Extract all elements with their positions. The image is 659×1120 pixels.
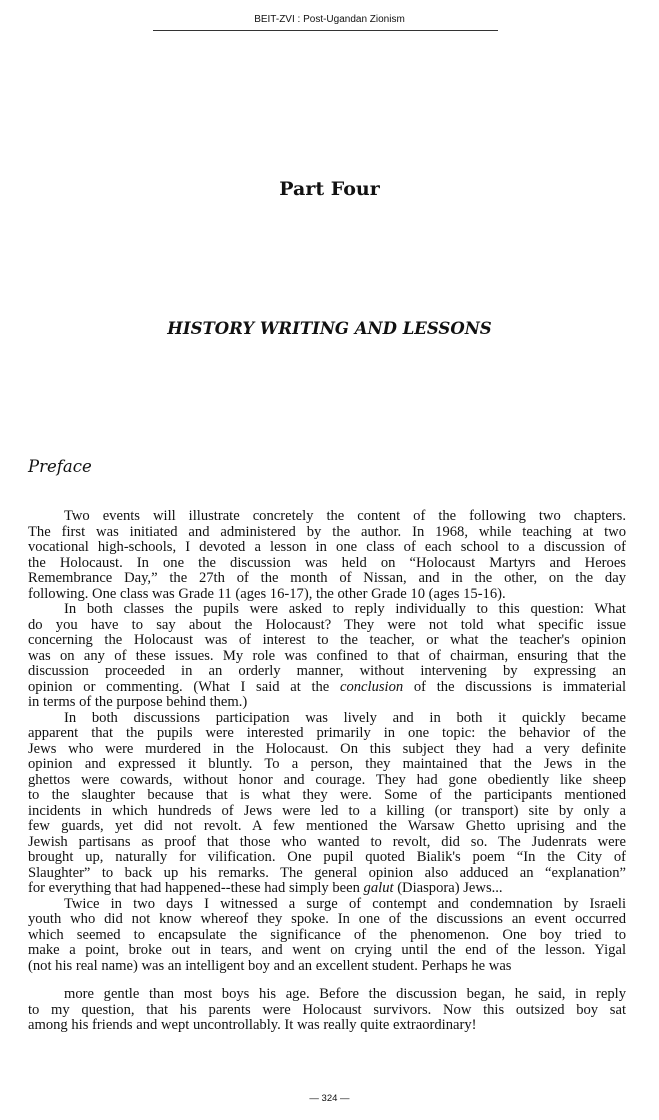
text-line: following. One class was Grade 11 (ages 16-17), the other Grade 10 (ages 15-16).	[28, 585, 506, 602]
running-header: BEIT-ZVI : Post-Ugandan Zionism	[254, 14, 405, 25]
text-line: Slaughter” to back up his remarks. The general opinion also adduced an “explanation”	[28, 864, 626, 881]
text-line: which seemed to encapsulate the significance of the phenomenon. One boy tried to	[28, 926, 626, 943]
text-line: Two events will illustrate concretely the content of the following two chapters.	[64, 508, 626, 524]
text-line: do you have to say about the Holocaust? They were not told what specific issue	[28, 616, 626, 633]
text-line: In both classes the pupils were asked to reply individually to this question: What	[64, 601, 626, 618]
text-line	[28, 881, 626, 897]
text-line: Jewish partisans as proof that those who wanted to revolt, did so. The Judenrats were	[28, 833, 626, 850]
text-line: Twice in two days I witnessed a surge of contempt and condemnation by Israeli	[64, 895, 626, 912]
text-line: Jews who were murdered in the Holocaust. On this subject they had a very definite	[28, 740, 626, 757]
text-segment: (Diaspora) Jews...	[393, 880, 503, 897]
text-line: to my question, that his parents were Holocaust survivors. Now this outsized boy sat	[28, 1001, 626, 1018]
text-line: In both discussions participation was lively and in both it quickly became	[64, 709, 626, 726]
text-line: make a point, broke out in tears, and went on crying until the end of the lesson. Yigal	[28, 942, 626, 959]
page-number: — 324 —	[309, 1093, 350, 1104]
text-line: incidents in which hundreds of Jews were led to a killing (or transport) site by only a	[28, 802, 626, 819]
text-line: was on any of these issues. My role was confined to that of chairman, ensuring that the	[28, 647, 626, 664]
text-line: in terms of the purpose behind them.)	[28, 694, 248, 711]
text-segment: for everything that had happened--these had simply been	[28, 880, 364, 897]
text-line: Remembrance Day,” the 27th of the month of Nissan, and in the other, on the day	[28, 570, 626, 587]
preface-heading: Preface	[28, 457, 92, 476]
text-line: youth who did not know whereof they spoke. In one of the discussions an event occurred	[28, 911, 626, 928]
text-line: concerning the Holocaust was of interest to the teacher, or what the teacher's opinion	[28, 632, 626, 649]
part-title: Part Four	[279, 178, 380, 200]
text-line: few guards, yet did not revolt. A few mentioned the Warsaw Ghetto uprising and the	[28, 818, 626, 835]
body-text-block-2	[28, 987, 626, 1034]
text-line: The first was initiated and administered by the author. In 1968, while teaching at two	[28, 523, 626, 540]
header-rule	[153, 30, 498, 31]
text-line: among his friends and wept uncontrollably. It was really quite extraordinary!	[28, 1017, 477, 1034]
text-segment: of the discussions is immaterial	[403, 678, 627, 695]
section-title: HISTORY WRITING AND LESSONS	[167, 319, 492, 338]
text-line: to the slaughter because that is what they were. Some of the participants mentioned	[28, 787, 626, 804]
text-line: vocational high-schools, I devoted a lesson in one class of each school to a discussion of	[28, 539, 626, 556]
text-segment: opinion or commenting. (What I said at the	[28, 678, 340, 695]
text-line: discussion proceeded in an orderly manner, without intervening by expressing an	[28, 663, 626, 680]
text-line	[28, 680, 626, 696]
text-line: more gentle than most boys his age. Before the discussion began, he said, in reply	[64, 986, 626, 1002]
text-line: the Holocaust. In one the discussion was held on “Holocaust Martyrs and Heroes	[28, 554, 626, 571]
italic-term: conclusion	[339, 678, 404, 695]
text-line: opinion and expressed it bluntly. To a person, they maintained that the Jews in the	[28, 756, 626, 773]
text-line: ghettos were cowards, without honor and courage. They had gone obediently like sheep	[28, 771, 626, 788]
text-line: (not his real name) was an intelligent boy and an excellent student. Perhaps he was	[28, 957, 512, 974]
text-line: brought up, naturally for vilification. One pupil quoted Bialik's poem “In the City of	[28, 849, 626, 866]
text-line: apparent that the pupils were interested primarily in one topic: the behavior of the	[28, 725, 626, 742]
italic-term: galut	[363, 880, 394, 897]
body-text-block-1	[28, 509, 626, 974]
